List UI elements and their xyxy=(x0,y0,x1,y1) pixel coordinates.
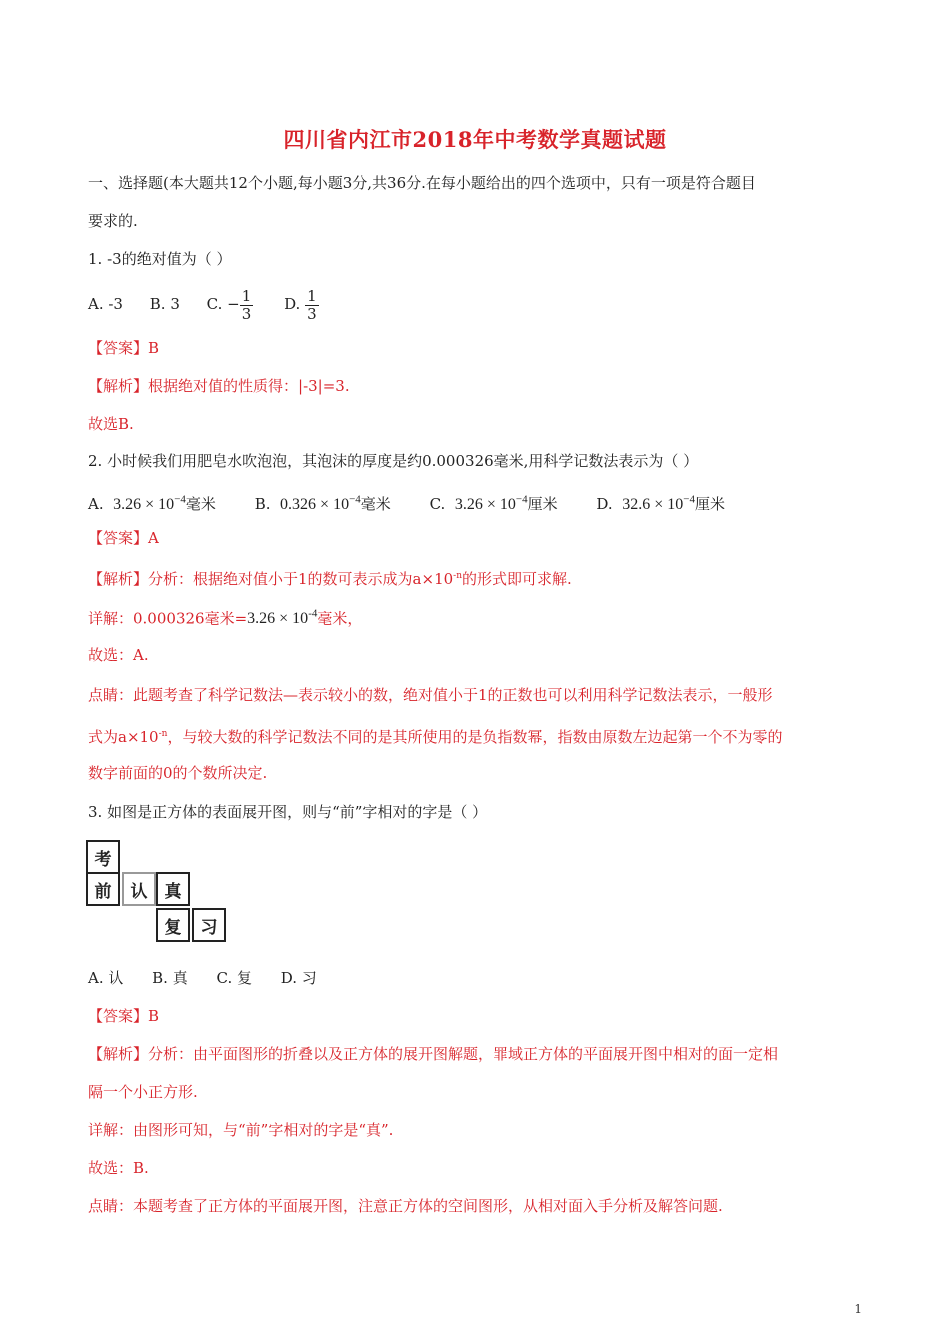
analysis-tag: 【解析】 xyxy=(88,1045,149,1063)
analysis-tag: 【解析】 xyxy=(88,377,149,395)
q1-option-c-sign: − xyxy=(227,295,240,313)
answer-tag: 【答案】 xyxy=(88,529,149,547)
q3-conclusion: 故选：B. xyxy=(88,1159,149,1177)
q3-options xyxy=(88,967,317,989)
net-cell-fu: 复 xyxy=(156,908,190,942)
sci-base: 3.26 × 10 xyxy=(113,496,175,514)
q3-option-c: C. 复 xyxy=(216,969,252,987)
sci-base: 3.26 × 10 xyxy=(247,610,309,628)
sci-exponent: −4 xyxy=(683,494,695,506)
unit: 厘米 xyxy=(527,495,558,514)
option-label: D. xyxy=(596,495,613,514)
q1-option-c-fraction xyxy=(240,288,254,323)
net-cell-zhen: 真 xyxy=(156,872,190,906)
q2-analysis xyxy=(88,565,572,590)
page-title: 四川省内江市2018年中考数学真题试题 xyxy=(283,127,667,152)
unit: 毫米 xyxy=(185,495,216,514)
q1-analysis xyxy=(88,375,350,397)
answer-tag: 【答案】 xyxy=(88,1007,149,1025)
net-cell-qian: 前 xyxy=(86,872,120,906)
q2-conclusion: 故选：A. xyxy=(88,646,149,664)
q3-detail: 详解：由图形可知，与“前”字相对的字是“真”. xyxy=(88,1121,394,1139)
q3-option-b: B. 真 xyxy=(152,969,188,987)
q1-option-c-label: C. xyxy=(206,295,223,313)
answer-value: A xyxy=(148,529,159,547)
analysis-main: 分析：根据绝对值小于1的数可表示成为a×10 xyxy=(148,570,454,588)
option-label: A. xyxy=(88,495,104,514)
q3-stem: 3. 如图是正方体的表面展开图，则与“前”字相对的字是（ ） xyxy=(88,803,488,821)
analysis-text: 分析：由平面图形的折叠以及正方体的展开图解题，罪域正方体的平面展开图中相对的面一定相 xyxy=(148,1045,779,1063)
sci-exponent: −4 xyxy=(174,494,186,506)
analysis-text xyxy=(148,570,572,588)
page-number: 1 xyxy=(854,1302,862,1316)
answer-value: B xyxy=(148,1007,160,1025)
section-heading-line-1: 一、选择题(本大题共12个小题,每小题3分,共36分.在每小题给出的四个选项中，只有一项是符合题目 xyxy=(88,174,756,192)
q3-answer xyxy=(88,1005,159,1027)
q2-option-d xyxy=(596,495,725,513)
sci-number xyxy=(455,496,528,513)
comment-text: 式为a×10 xyxy=(88,728,159,746)
q1-answer xyxy=(88,337,159,359)
sci-base: 3.26 × 10 xyxy=(454,496,516,514)
fraction-denominator: 3 xyxy=(241,304,252,323)
q2-comment-line-1: 点睛：此题考查了科学记数法—表示较小的数，绝对值小于1的正数也可以利用科学记数法表示，一般形 xyxy=(88,686,773,704)
fraction-numerator: 1 xyxy=(307,286,317,305)
q1-option-d-fraction xyxy=(305,288,319,323)
answer-tag: 【答案】 xyxy=(88,339,149,357)
q1-conclusion: 故选B. xyxy=(88,415,134,433)
sci-number xyxy=(280,496,361,513)
net-cell-kao: 考 xyxy=(86,840,120,874)
q2-option-a xyxy=(88,495,216,513)
q2-comment-line-2 xyxy=(88,723,782,748)
q2-answer xyxy=(88,527,159,549)
option-label: C. xyxy=(429,495,446,514)
analysis-text: 根据绝对值的性质得：|-3|=3. xyxy=(148,377,350,395)
comment-exponent: -n xyxy=(158,729,168,739)
q1-stem: 1. -3的绝对值为（ ） xyxy=(88,250,232,268)
q3-comment: 点睛：本题考查了正方体的平面展开图，注意正方体的空间图形，从相对面入手分析及解答问题. xyxy=(88,1197,723,1215)
analysis-tag: 【解析】 xyxy=(88,570,149,588)
detail-prefix: 详解：0.000326毫米= xyxy=(88,609,248,628)
q1-option-c xyxy=(207,284,254,324)
q1-options xyxy=(88,284,319,324)
q1-option-d xyxy=(284,284,319,324)
q1-option-b: B. 3 xyxy=(149,295,180,313)
analysis-exponent: -n xyxy=(453,571,463,581)
q3-option-a: A. 认 xyxy=(88,969,124,987)
net-cell-ren: 认 xyxy=(122,872,156,906)
q2-option-b xyxy=(255,495,391,513)
sci-number xyxy=(622,496,695,513)
q3-analysis-line-1 xyxy=(88,1043,778,1065)
sci-exponent: −4 xyxy=(349,494,361,506)
sci-exponent: −4 xyxy=(515,494,528,506)
q3-option-d: D. 习 xyxy=(280,969,317,987)
q3-analysis-line-2: 隔一个小正方形. xyxy=(88,1083,198,1101)
q2-option-c xyxy=(430,495,558,513)
section-heading-line-2: 要求的. xyxy=(88,212,138,230)
q2-options xyxy=(88,489,725,516)
unit: 毫米 xyxy=(360,495,391,514)
fraction-denominator: 3 xyxy=(307,304,317,323)
q2-comment-line-3: 数字前面的0的个数所决定. xyxy=(88,764,268,782)
fraction-numerator: 1 xyxy=(241,286,252,305)
q2-stem: 2. 小时候我们用肥皂水吹泡泡，其泡沫的厚度是约0.000326毫米,用科学记数法表示为（ ） xyxy=(88,452,699,470)
sci-number xyxy=(247,610,317,627)
analysis-tail: 的形式即可求解. xyxy=(462,570,572,588)
unit: 毫米， xyxy=(317,609,363,628)
sci-exponent: -4 xyxy=(308,608,318,620)
sci-base: 0.326 × 10 xyxy=(280,496,350,514)
option-label: B. xyxy=(254,495,271,514)
sci-number xyxy=(113,496,186,513)
q1-option-a: A. -3 xyxy=(88,295,123,313)
comment-text: ，与较大数的科学记数法不同的是其所使用的是负指数幂，指数由原数左边起第一个不为零的 xyxy=(167,728,783,746)
unit: 厘米 xyxy=(694,495,725,514)
q2-detail xyxy=(88,603,362,630)
net-cell-xi: 习 xyxy=(192,908,226,942)
q1-option-d-label: D. xyxy=(284,295,301,313)
sci-base: 32.6 × 10 xyxy=(622,496,684,514)
answer-value: B xyxy=(148,339,160,357)
